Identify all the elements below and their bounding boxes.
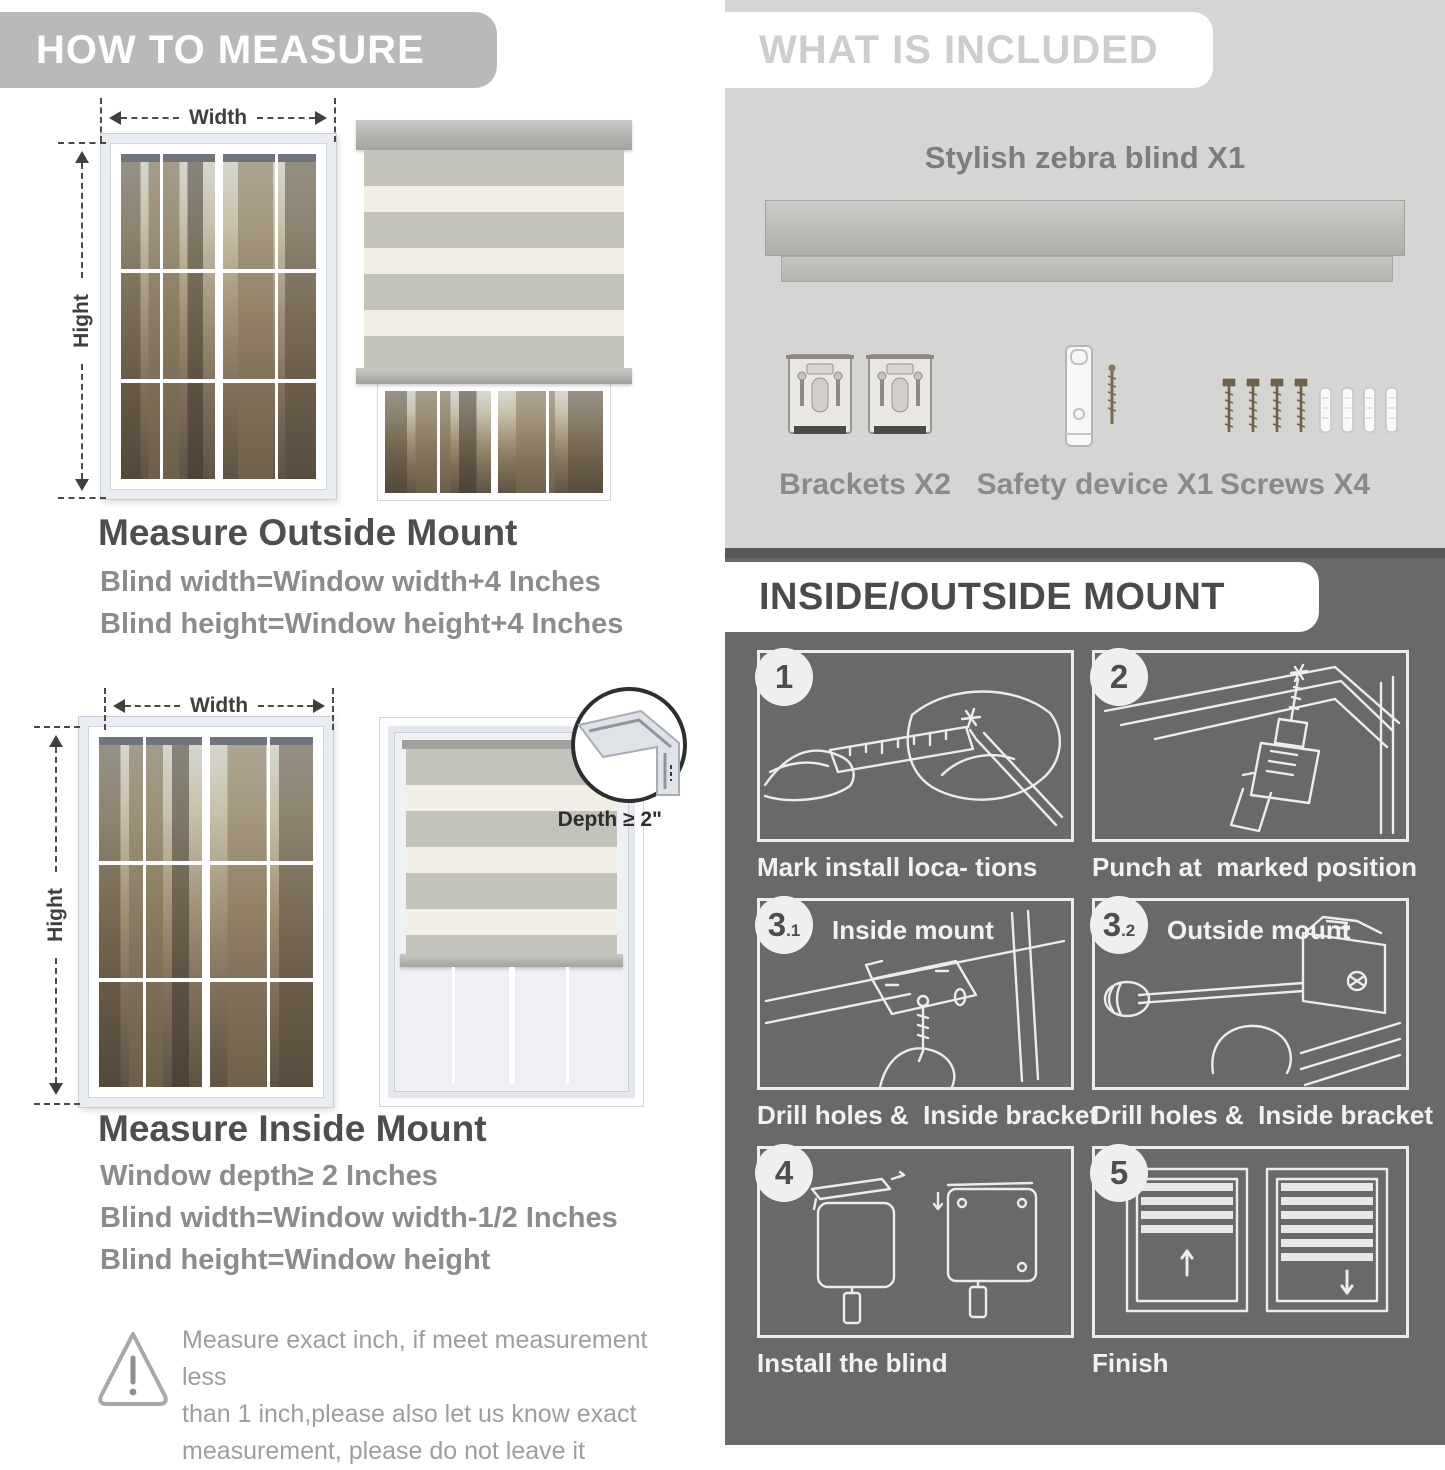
- width-dimension-arrow: [106, 694, 332, 718]
- window-center-mullion: [202, 737, 210, 1087]
- inside-mount-window-illustration: [78, 716, 334, 1108]
- step-3-1-caption: Drill holes & Inside bracket: [757, 1100, 1098, 1130]
- step-4-caption: Install the blind: [757, 1348, 948, 1378]
- height-dimension-arrow: [44, 728, 68, 1102]
- height-tick-bottom: [34, 1103, 80, 1105]
- step-3-1-title: Inside mount: [832, 915, 994, 945]
- blind-bottom-rail: [356, 368, 632, 384]
- window-mullion: [437, 391, 440, 493]
- width-tick-right: [334, 98, 336, 142]
- screws-and-anchors-icon: [1222, 380, 1402, 440]
- inside-mount-line1: Window depth≥ 2 Inches: [100, 1160, 438, 1192]
- window-mullion: [566, 967, 569, 1084]
- measurement-note: [182, 1322, 652, 1470]
- step-3-1-panel: [757, 898, 1074, 1090]
- step-3-2-caption: Drill holes & Inside bracket: [1092, 1100, 1433, 1130]
- window-mullion: [267, 737, 270, 1087]
- step-number-badge: 3 .2: [1090, 896, 1148, 954]
- step-number-badge: 4: [755, 1144, 813, 1202]
- step-number-badge: 1: [755, 648, 813, 706]
- window-mullion: [546, 391, 549, 493]
- blind-headrail: [356, 120, 632, 150]
- step-number-badge: 3 .1: [755, 896, 813, 954]
- blind-bottom-rail: [400, 954, 623, 967]
- brackets-label: Brackets X2: [779, 468, 951, 501]
- inside-mount-line2: Blind width=Window width-1/2 Inches: [100, 1202, 618, 1234]
- step-1-caption: Mark install loca- tions: [757, 852, 1038, 882]
- zebra-blind-headrail-image: [765, 200, 1405, 256]
- width-label: Width: [188, 106, 248, 129]
- what-is-included-title: WHAT IS INCLUDED: [759, 27, 1159, 72]
- warning-triangle-icon: [95, 1326, 171, 1410]
- outside-mount-window-illustration: [100, 133, 337, 500]
- width-label: Width: [189, 694, 249, 717]
- outside-mount-title: Measure Outside Mount: [98, 512, 518, 553]
- mount-banner: [725, 562, 1319, 632]
- arrow-left-icon: [102, 111, 121, 125]
- how-to-measure-banner: [0, 12, 497, 88]
- note-line3: measurement, please do not leave it: [182, 1437, 586, 1465]
- outside-mount-line1: Blind width=Window width+4 Inches: [100, 566, 601, 598]
- arrow-right-icon: [315, 111, 334, 125]
- window-center-mullion: [215, 154, 223, 479]
- what-is-included-banner: [725, 12, 1213, 88]
- window-below-blind: [378, 384, 610, 500]
- arrow-right-icon: [313, 699, 332, 713]
- mount-title: INSIDE/OUTSIDE MOUNT: [759, 575, 1226, 618]
- step-3-2-panel: [1092, 898, 1409, 1090]
- step-3-2-title: Outside mount: [1167, 915, 1351, 945]
- window-mullion: [452, 967, 455, 1084]
- outside-mount-line2: Blind height=Window height+4 Inches: [100, 608, 624, 640]
- inside-mount-title: Measure Inside Mount: [98, 1108, 487, 1149]
- arrow-down-icon: [49, 1083, 63, 1102]
- window-mullion: [275, 154, 278, 479]
- safety-device-icon: [1060, 342, 1130, 450]
- bracket-icon: [865, 348, 935, 442]
- zebra-blind-headrail-lower: [781, 256, 1393, 282]
- how-to-measure-title: HOW TO MEASURE: [36, 27, 425, 72]
- depth-callout-label: Depth ≥ 2": [557, 808, 662, 831]
- outside-mount-blind-illustration: [356, 120, 632, 500]
- arrow-up-icon: [75, 144, 89, 163]
- panel-divider: [725, 548, 1445, 558]
- width-dimension-arrow: [102, 106, 334, 130]
- screws-label: Screws X4: [1219, 468, 1371, 501]
- window-center-mullion: [509, 967, 515, 1084]
- height-label: Hight: [44, 888, 67, 942]
- note-line1: Measure exact inch, if meet measurement less: [182, 1326, 648, 1391]
- depth-callout-circle: [571, 687, 687, 803]
- height-dimension-arrow: [70, 144, 94, 498]
- zebra-blind-label: Stylish zebra blind X1: [924, 140, 1246, 175]
- arrow-up-icon: [49, 728, 63, 747]
- safety-device-label: Safety device X1: [976, 468, 1214, 501]
- step-2-panel: [1092, 650, 1409, 842]
- bracket-icon: [785, 348, 855, 442]
- arrow-down-icon: [75, 479, 89, 498]
- window-corner-detail-icon: [575, 691, 683, 799]
- height-label: Hight: [70, 294, 93, 348]
- window-center-mullion: [491, 391, 498, 493]
- note-line2: than 1 inch,please also let us know exact: [182, 1400, 637, 1428]
- step-5-caption: Finish: [1092, 1348, 1169, 1378]
- step-2-caption: Punch at marked position: [1092, 852, 1418, 882]
- step-4-panel: [757, 1146, 1074, 1338]
- inside-mount-line3: Blind height=Window height: [100, 1244, 491, 1276]
- window-mullion: [160, 154, 163, 479]
- blind-fabric-stripes: [364, 150, 624, 368]
- window-mullion: [143, 737, 146, 1087]
- step-1-panel: [757, 650, 1074, 842]
- width-tick-right: [332, 688, 334, 730]
- step-5-panel: [1092, 1146, 1409, 1338]
- arrow-left-icon: [106, 699, 125, 713]
- step-number-badge: 2: [1090, 648, 1148, 706]
- step-number-badge: 5: [1090, 1144, 1148, 1202]
